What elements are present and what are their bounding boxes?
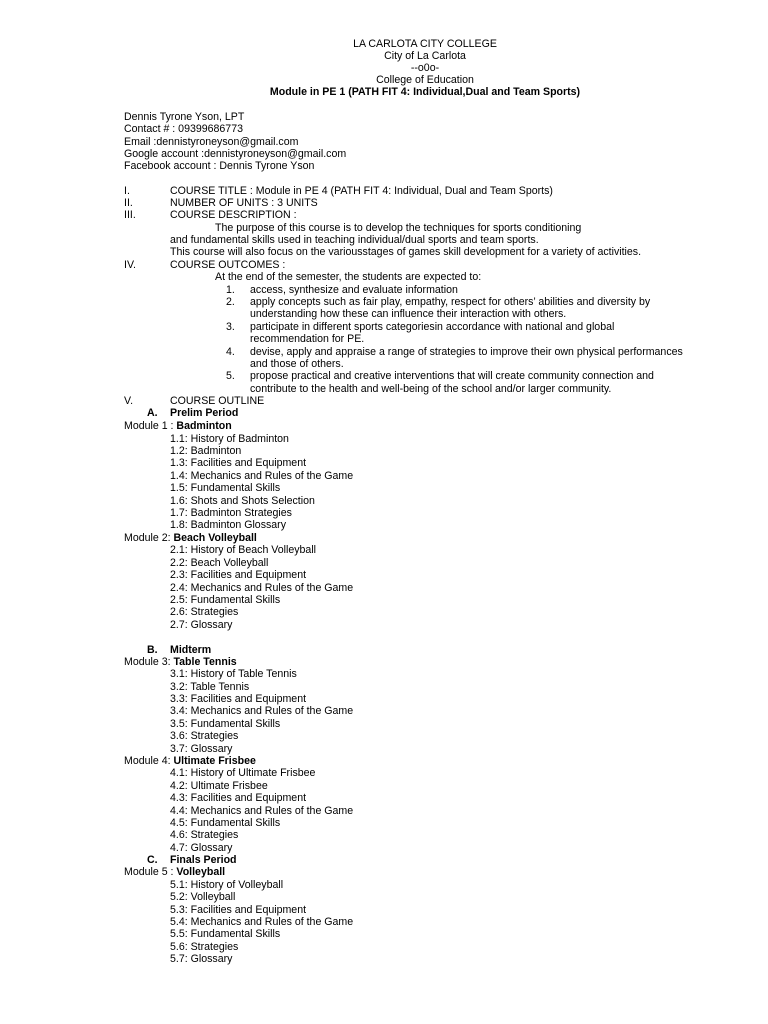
outcome-text: contribute to the health and well-being of the school and/or larger community. [250,383,612,395]
module-topic: 4.7: Glossary [170,842,233,854]
module-name: Volleyball [176,866,226,878]
course-description-heading: COURSE DESCRIPTION : [170,209,297,221]
module-heading [124,866,225,878]
module-topic: 1.8: Badminton Glossary [170,519,286,531]
module-topic: 2.6: Strategies [170,606,239,618]
module-topic: 5.5: Fundamental Skills [170,928,281,940]
module-heading [124,656,237,668]
outcome-text: and those of others. [250,358,344,370]
module-heading [124,755,256,767]
course-outline-heading: COURSE OUTLINE [170,395,265,407]
module-topic: 1.4: Mechanics and Rules of the Game [170,470,354,482]
city-name: City of La Carlota [384,50,466,62]
module-name: Table Tennis [173,656,237,668]
period-name: Finals Period [170,854,237,866]
module-topic: 1.7: Badminton Strategies [170,507,292,519]
module-topic: 1.6: Shots and Shots Selection [170,495,315,507]
module-topic: 4.6: Strategies [170,829,239,841]
outcome-text: understanding how these can influence their interaction with others. [250,308,567,320]
period-letter: C. [147,854,158,866]
outcome-text: apply concepts such as fair play, empathy, respect for others’ abilities and diversity by [250,296,651,308]
outcome-text: recommendation for PE. [250,333,365,345]
module-title: Module in PE 1 (PATH FIT 4: Individual,Dual and Team Sports) [269,86,581,98]
module-topic: 2.7: Glossary [170,619,233,631]
outcomes-intro: At the end of the semester, the students are expected to: [215,271,482,283]
author-facebook: Facebook account : Dennis Tyrone Yson [124,160,315,172]
module-topic: 1.2: Badminton [170,445,242,457]
module-topic: 1.3: Facilities and Equipment [170,457,307,469]
outcome-number: 1. [226,284,235,296]
module-prefix: Module 3: [124,656,174,668]
module-topic: 2.5: Fundamental Skills [170,594,281,606]
header-ornament: --o0o- [410,62,440,74]
module-prefix: Module 1 : [124,420,177,432]
module-topic: 4.4: Mechanics and Rules of the Game [170,805,354,817]
description-line: and fundamental skills used in teaching individual/dual sports and team sports. [170,234,539,246]
course-title: COURSE TITLE : Module in PE 4 (PATH FIT 4: Individual, Dual and Team Sports) [170,185,553,197]
outcome-text: participate in different sports categoriesin accordance with national and global [250,321,615,333]
module-topic: 3.6: Strategies [170,730,239,742]
module-topic: 5.2: Volleyball [170,891,236,903]
module-prefix: Module 5 : [124,866,177,878]
author-name: Dennis Tyrone Yson, LPT [124,111,245,123]
period-name: Midterm [170,644,212,656]
author-email: Email :dennistyroneyson@gmail.com [124,136,299,148]
period-letter: A. [147,407,158,419]
module-topic: 5.7: Glossary [170,953,233,965]
module-name: Beach Volleyball [173,532,257,544]
section-number: IV. [124,259,136,271]
module-heading [124,532,257,544]
module-topic: 4.1: History of Ultimate Frisbee [170,767,316,779]
module-topic: 4.2: Ultimate Frisbee [170,780,268,792]
section-number: V. [124,395,134,407]
module-topic: 3.2: Table Tennis [170,681,250,693]
module-prefix: Module 4: [124,755,174,767]
module-topic: 1.5: Fundamental Skills [170,482,281,494]
module-topic: 2.2: Beach Volleyball [170,557,269,569]
module-topic: 5.3: Facilities and Equipment [170,904,307,916]
department-name: College of Education [376,74,474,86]
module-topic: 3.1: History of Table Tennis [170,668,297,680]
module-topic: 1.1: History of Badminton [170,433,289,445]
period-letter: B. [147,644,158,656]
section-number: I. [124,185,130,197]
module-topic: 3.3: Facilities and Equipment [170,693,307,705]
outcome-number: 5. [226,370,235,382]
module-topic: 5.1: History of Volleyball [170,879,284,891]
module-topic: 3.7: Glossary [170,743,233,755]
description-line: This course will also focus on the variousstages of games skill development for a variety of activities. [170,246,642,258]
module-prefix: Module 2: [124,532,174,544]
module-topic: 2.3: Facilities and Equipment [170,569,307,581]
college-name: LA CARLOTA CITY COLLEGE [353,38,497,50]
outcome-text: devise, apply and appraise a range of strategies to improve their own physical performances [250,346,683,358]
section-number: III. [124,209,136,221]
module-topic: 4.5: Fundamental Skills [170,817,281,829]
module-topic: 4.3: Facilities and Equipment [170,792,307,804]
module-heading [124,420,232,432]
description-line: The purpose of this course is to develop the techniques for sports conditioning [215,222,582,234]
module-topic: 5.6: Strategies [170,941,239,953]
module-topic: 3.4: Mechanics and Rules of the Game [170,705,354,717]
outcome-text: propose practical and creative interventions that will create community connection and [250,370,654,382]
module-topic: 2.1: History of Beach Volleyball [170,544,317,556]
period-name: Prelim Period [170,407,239,419]
module-topic: 3.5: Fundamental Skills [170,718,281,730]
outcome-number: 2. [226,296,235,308]
module-name: Ultimate Frisbee [173,755,256,767]
number-of-units: NUMBER OF UNITS : 3 UNITS [170,197,318,209]
outcome-number: 4. [226,346,235,358]
module-topic: 5.4: Mechanics and Rules of the Game [170,916,354,928]
outcome-number: 3. [226,321,235,333]
outcome-text: access, synthesize and evaluate information [250,284,458,296]
author-google: Google account :dennistyroneyson@gmail.com [124,148,347,160]
section-number: II. [124,197,133,209]
course-outcomes-heading: COURSE OUTCOMES : [170,259,286,271]
author-contact: Contact # : 09399686773 [124,123,243,135]
module-topic: 2.4: Mechanics and Rules of the Game [170,582,354,594]
module-name: Badminton [176,420,232,432]
